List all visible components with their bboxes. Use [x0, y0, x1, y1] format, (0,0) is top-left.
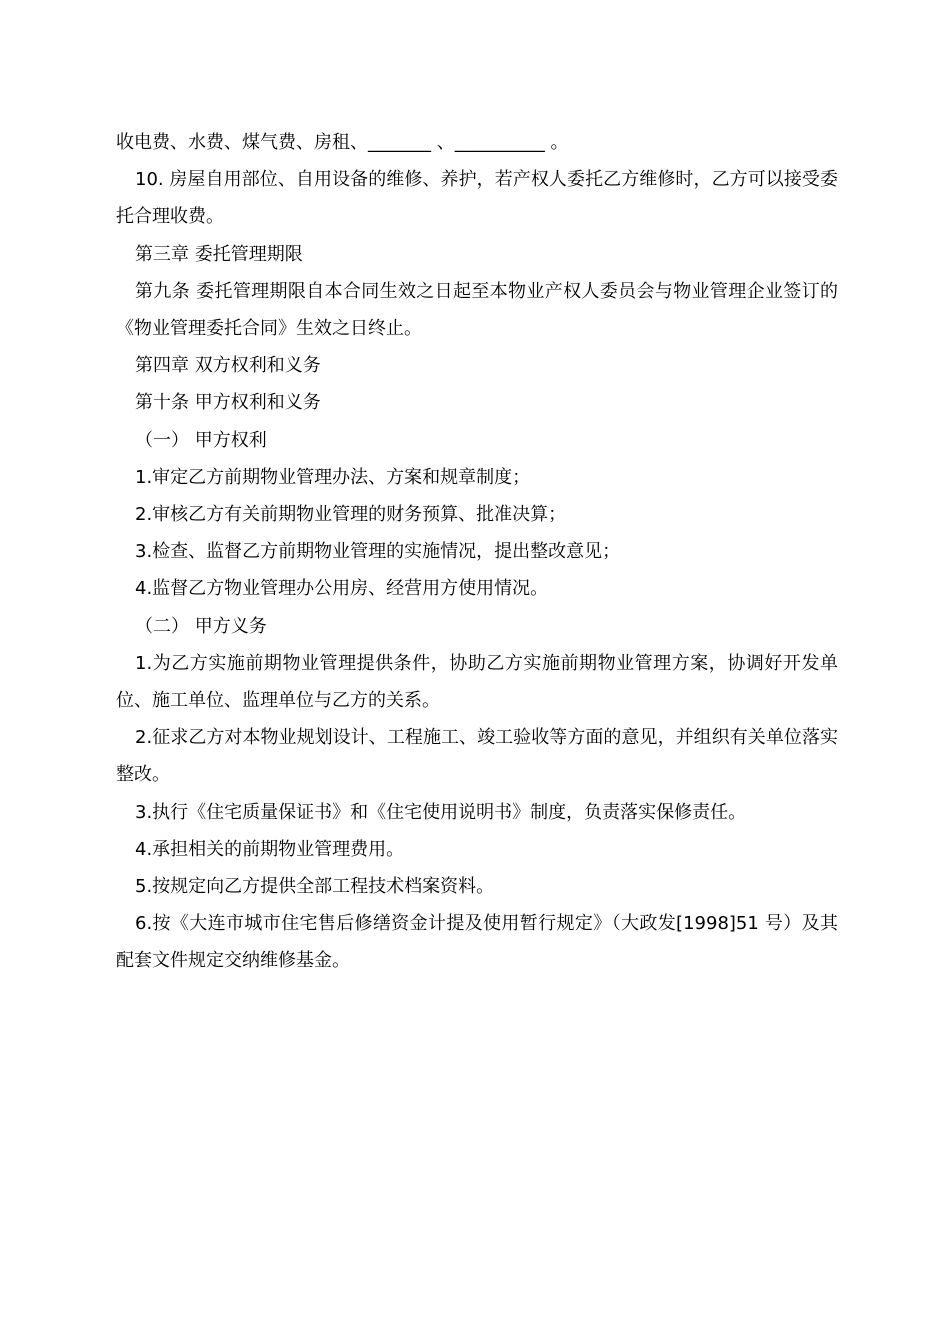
rights-item-2: 2.审核乙方有关前期物业管理的财务预算、批准决算； — [135, 504, 567, 526]
duties-item-3: 3.执行《住宅质量保证书》和《住宅使用说明书》制度，负责落实保修责任。 — [135, 801, 747, 823]
paragraph-fee-list: 收电费、水费、煤气费、房租、_______ 、__________ 。 — [116, 132, 569, 153]
duties-item-2: 2.征求乙方对本物业规划设计、工程施工、竣工验收等方面的意见，并组织有关单位落实整改。 — [116, 727, 838, 786]
chapter-4-heading: 第四章 双方权利和义务 — [135, 355, 321, 377]
article-10-heading: 第十条 甲方权利和义务 — [135, 392, 321, 414]
section-party-a-rights-heading: （一） 甲方权利 — [135, 429, 267, 451]
rights-item-4: 4.监督乙方物业管理办公用房、经营用方使用情况。 — [135, 578, 549, 600]
section-party-a-duties-heading: （二） 甲方义务 — [135, 615, 267, 637]
duties-item-1: 1.为乙方实施前期物业管理提供条件，协助乙方实施前期物业管理方案，协调好开发单位、施工单位、监理单位与乙方的关系。 — [116, 652, 838, 712]
duties-item-6: 6.按《大连市城市住宅售后修缮资金计提及使用暂行规定》（大政发[1998]51 号）及其配套文件规定交纳维修基金。 — [116, 913, 838, 972]
article-9-term: 第九条 委托管理期限自本合同生效之日起至本物业产权人委员会与物业管理企业签订的《物业管理委托合同》生效之日终止。 — [116, 280, 838, 340]
duties-item-4: 4.承担相关的前期物业管理费用。 — [135, 838, 405, 860]
paragraph-item-10-repair: 10. 房屋自用部位、自用设备的维修、养护，若产权人委托乙方维修时，乙方可以接受委托合理收费。 — [116, 169, 838, 228]
rights-item-1: 1.审定乙方前期物业管理办法、方案和规章制度； — [135, 466, 531, 488]
document-body — [116, 124, 838, 980]
chapter-3-heading: 第三章 委托管理期限 — [135, 243, 303, 265]
duties-item-5: 5.按规定向乙方提供全部工程技术档案资料。 — [135, 876, 495, 898]
rights-item-3: 3.检查、监督乙方前期物业管理的实施情况，提出整改意见； — [135, 541, 621, 563]
